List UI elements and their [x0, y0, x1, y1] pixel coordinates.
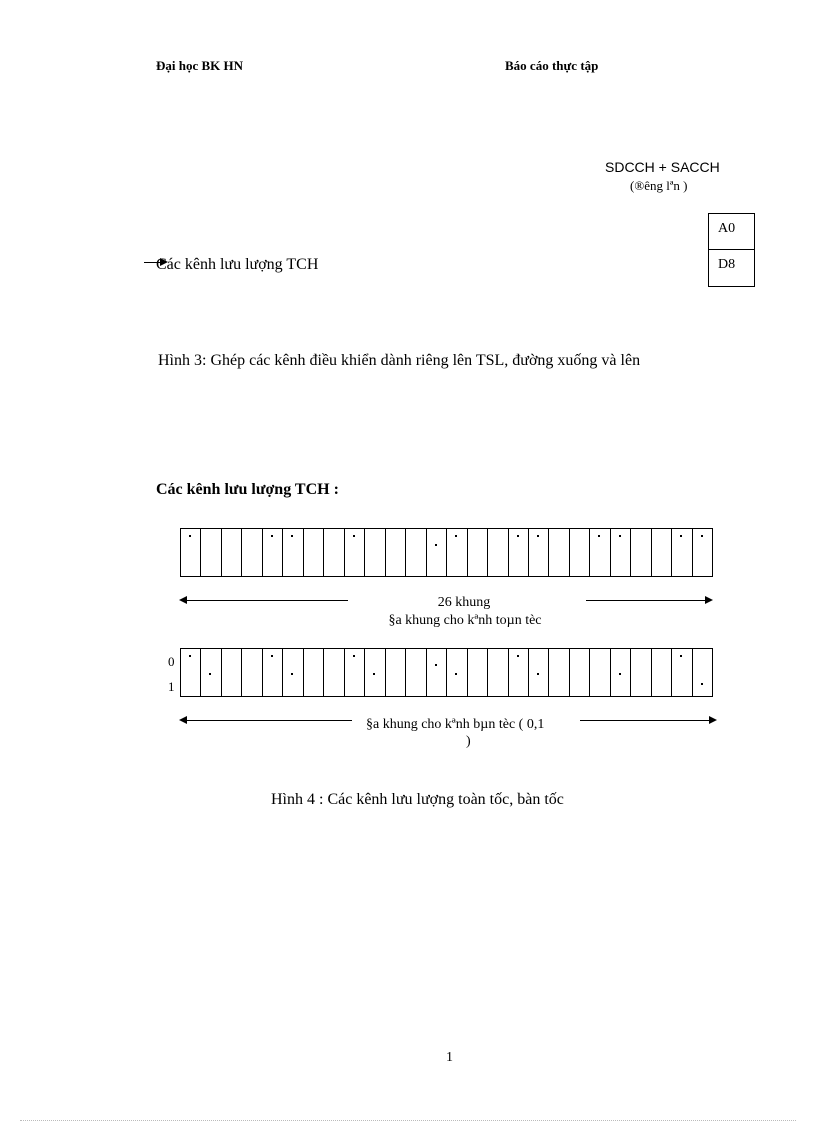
arrow-right-icon: [705, 596, 713, 604]
frame-dot: [517, 655, 519, 657]
frame-cell: [323, 649, 343, 696]
frame-dot: [353, 655, 355, 657]
frame-cell: [467, 529, 487, 576]
frame-cell: [385, 529, 405, 576]
frame-dot: [209, 673, 211, 675]
section-heading: Các kênh lưu lượng TCH :: [156, 481, 339, 498]
frame-cell: [589, 529, 609, 576]
frame-dot: [291, 673, 293, 675]
tch-label: Các kênh lưu lượng TCH: [156, 256, 319, 273]
frame-cell: [630, 649, 650, 696]
frame-dot: [189, 655, 191, 657]
page-number: 1: [446, 1050, 453, 1065]
strip1-label: 26 khung: [437, 595, 491, 610]
frame-dot: [680, 655, 682, 657]
frame-cell: [200, 529, 220, 576]
frame-dot: [680, 535, 682, 537]
strip2-label: §a khung cho kªnh bµn tèc ( 0,1: [366, 717, 545, 732]
frame-cell: [528, 529, 548, 576]
frame-cell: [241, 649, 261, 696]
frame-dot: [373, 673, 375, 675]
frame-cell: [446, 649, 466, 696]
header-left: Đại học BK HN: [156, 58, 244, 73]
frame-dot: [537, 535, 539, 537]
frame-cell: [181, 649, 200, 696]
frame-cell: [221, 649, 241, 696]
frame-cell: [446, 529, 466, 576]
frame-cell: [610, 649, 630, 696]
frame-cell: [671, 529, 691, 576]
frame-cell: [569, 529, 589, 576]
header-right: Báo cáo thực tập: [505, 58, 599, 73]
frame-cell: [508, 649, 528, 696]
frame-cell: [569, 649, 589, 696]
arrow-line-right: [586, 600, 706, 601]
frame-dot: [701, 535, 703, 537]
frame-dot: [455, 673, 457, 675]
frame-cell: [487, 649, 507, 696]
frame-cell: [200, 649, 220, 696]
frame-cell: [303, 529, 323, 576]
frame-cell: [262, 649, 282, 696]
frame-cell: [385, 649, 405, 696]
full-rate-multiframe: [180, 528, 713, 577]
row-label-0: 0: [168, 654, 175, 669]
frame-cell: [344, 649, 364, 696]
channel-subtitle: (®êng lªn ): [630, 178, 688, 193]
frame-cell: [548, 649, 568, 696]
frame-dot: [271, 535, 273, 537]
frame-cell: [692, 529, 712, 576]
strip2-close: ): [466, 734, 471, 749]
frame-dot: [353, 535, 355, 537]
frame-dot: [517, 535, 519, 537]
frame-cell: [651, 649, 671, 696]
frame-dot: [189, 535, 191, 537]
figure4-caption: Hình 4 : Các kênh lưu lượng toàn tốc, bàn tốc: [271, 791, 564, 808]
frame-cell: [262, 529, 282, 576]
frame-cell: [467, 649, 487, 696]
frame-cell: [487, 529, 507, 576]
frame-cell: [364, 529, 384, 576]
frame-cell: [589, 649, 609, 696]
channel-title: SDCCH + SACCH: [605, 159, 720, 175]
frame-dot: [271, 655, 273, 657]
row-label-1: 1: [168, 679, 175, 694]
strip1-sublabel: §a khung cho kªnh toµn tèc: [388, 613, 542, 628]
frame-cell: [181, 529, 200, 576]
frame-dot: [435, 664, 437, 666]
frame-cell: [221, 529, 241, 576]
frame-cell: [630, 529, 650, 576]
frame-cell: [344, 529, 364, 576]
box-d8: D8: [708, 249, 755, 287]
frame-cell: [364, 649, 384, 696]
frame-cell: [282, 649, 302, 696]
frame-cell: [282, 529, 302, 576]
arrow-line-right-2: [580, 720, 710, 721]
frame-dot: [435, 544, 437, 546]
frame-cell: [610, 529, 630, 576]
frame-cell: [241, 529, 261, 576]
frame-dot: [598, 535, 600, 537]
arrow-right-icon-2: [709, 716, 717, 724]
frame-dot: [291, 535, 293, 537]
frame-cell: [651, 529, 671, 576]
frame-cell: [426, 529, 446, 576]
frame-cell: [692, 649, 712, 696]
frame-cell: [671, 649, 691, 696]
frame-cell: [426, 649, 446, 696]
page-bottom-border: [20, 1120, 796, 1121]
figure3-caption: Hình 3: Ghép các kênh điều khiển dành riêng lên TSL, đường xuống và lên: [158, 352, 641, 369]
frame-cell: [405, 529, 425, 576]
frame-cell: [508, 529, 528, 576]
frame-cell: [303, 649, 323, 696]
half-rate-multiframe: [180, 648, 713, 697]
frame-cell: [323, 529, 343, 576]
frame-dot: [537, 673, 539, 675]
frame-dot: [701, 683, 703, 685]
frame-dot: [619, 535, 621, 537]
frame-cell: [405, 649, 425, 696]
arrow-line-left: [185, 600, 348, 601]
box-a0: A0: [708, 213, 755, 250]
frame-dot: [455, 535, 457, 537]
arrow-line-left-2: [185, 720, 352, 721]
frame-cell: [548, 529, 568, 576]
frame-dot: [619, 673, 621, 675]
frame-cell: [528, 649, 548, 696]
